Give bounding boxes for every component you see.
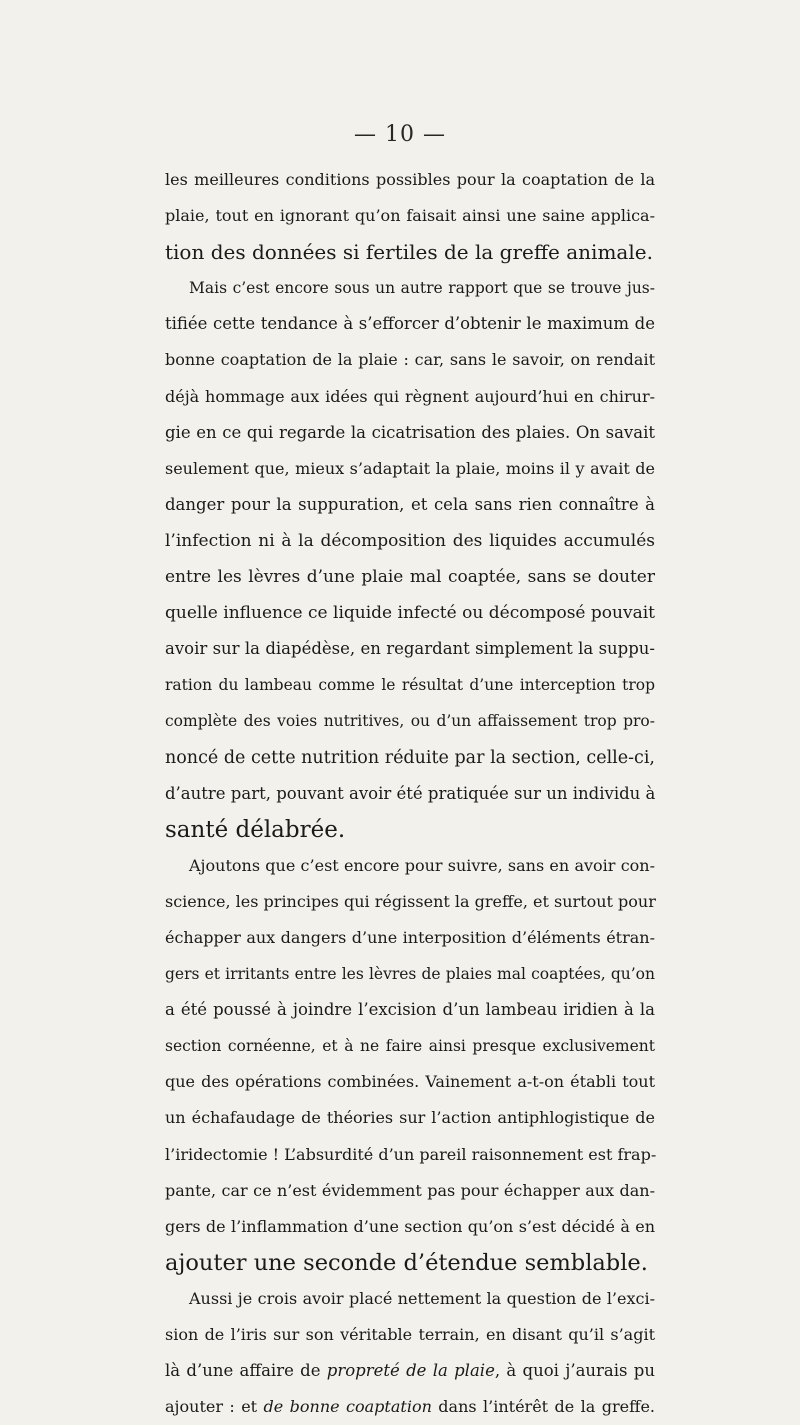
text-line: ration du lambeau comme le résultat d’une interception trop (165, 676, 655, 695)
text-line: pante, car ce n’est évidemment pas pour échapper aux dan- (165, 1180, 655, 1200)
text-line: échapper aux dangers d’une interposition d’éléments étran- (165, 927, 655, 947)
text-line: ajouter une seconde d’étendue semblable. (165, 1249, 648, 1276)
text-line: Aussi je crois avoir placé nettement la question de l’exci- (189, 1288, 655, 1308)
text-line: entre les lèvres d’une plaie mal coaptée, sans se douter (165, 567, 655, 588)
text-line: a été poussé à joindre l’excision d’un lambeau iridien à la (165, 1000, 655, 1020)
text-line: sion de l’iris sur son véritable terrain, en disant qu’il s’agit (165, 1325, 655, 1344)
text-line: section cornéenne, et à ne faire ainsi presque exclusivement (165, 1037, 655, 1056)
text-line: que des opérations combinées. Vainement a-t-on établi tout (165, 1072, 655, 1092)
text-line: un échafaudage de théories sur l’action antiphlogistique de (165, 1108, 655, 1128)
text-line: les meilleures conditions possibles pour la coaptation de la (165, 170, 655, 189)
text-line: avoir sur la diapédèse, en regardant simplement la suppu- (165, 639, 655, 659)
text-segment: dans l’intérêt de la greffe. (431, 1397, 656, 1417)
italic-phrase: propreté de la plaie (326, 1361, 495, 1381)
text-line: Ajoutons que c’est encore pour suivre, sans en avoir con- (189, 855, 655, 875)
text-line: bonne coaptation de la plaie : car, sans le savoir, on rendait (165, 350, 655, 370)
text-line: plaie, tout en ignorant qu’on faisait ainsi une saine applica- (165, 206, 655, 226)
text-line: tifiée cette tendance à s’efforcer d’obtenir le maximum de (165, 314, 655, 334)
text-line: d’autre part, pouvant avoir été pratiquée sur un individu à (165, 783, 656, 803)
text-line: complète des voies nutritives, ou d’un affaissement trop pro- (165, 712, 655, 731)
body-text (165, 162, 655, 1425)
text-line: l’iridectomie ! L’absurdité d’un pareil raisonnement est frap- (165, 1144, 657, 1164)
text-line-with-italic (165, 1353, 655, 1389)
italic-phrase: de bonne coaptation (263, 1397, 432, 1417)
text-line: l’infection ni à la décomposition des liquides accumulés (165, 530, 655, 551)
page-number: — 10 — (354, 122, 446, 147)
text-line: quelle influence ce liquide infecté ou décomposé pouvait (165, 603, 655, 624)
text-segment: là d’une affaire de (165, 1361, 327, 1381)
text-line: déjà hommage aux idées qui règnent aujourd’hui en chirur- (165, 386, 655, 406)
text-line: gers et irritants entre les lèvres de plaies mal coaptées, qu’on (165, 965, 655, 984)
text-line-with-italic (165, 1389, 655, 1425)
text-line: seulement que, mieux s’adaptait la plaie, moins il y avait de (165, 458, 655, 478)
text-line: tion des données si fertiles de la greffe animale. (165, 240, 653, 265)
text-segment: ajouter : et (165, 1397, 264, 1417)
text-line: gie en ce qui regarde la cicatrisation des plaies. On savait (165, 422, 655, 442)
text-line: gers de l’inflammation d’une section qu’on s’est décidé à en (165, 1216, 655, 1236)
text-line: Mais c’est encore sous un autre rapport que se trouve jus- (189, 279, 655, 298)
text-line: science, les principes qui régissent la greffe, et surtout pour (165, 891, 656, 911)
text-line: santé délabrée. (165, 816, 346, 843)
text-line: danger pour la suppuration, et cela sans rien connaître à (165, 494, 655, 514)
text-line: noncé de cette nutrition réduite par la section, celle-ci, (165, 747, 655, 768)
text-segment: , à quoi j’aurais pu (494, 1361, 655, 1381)
